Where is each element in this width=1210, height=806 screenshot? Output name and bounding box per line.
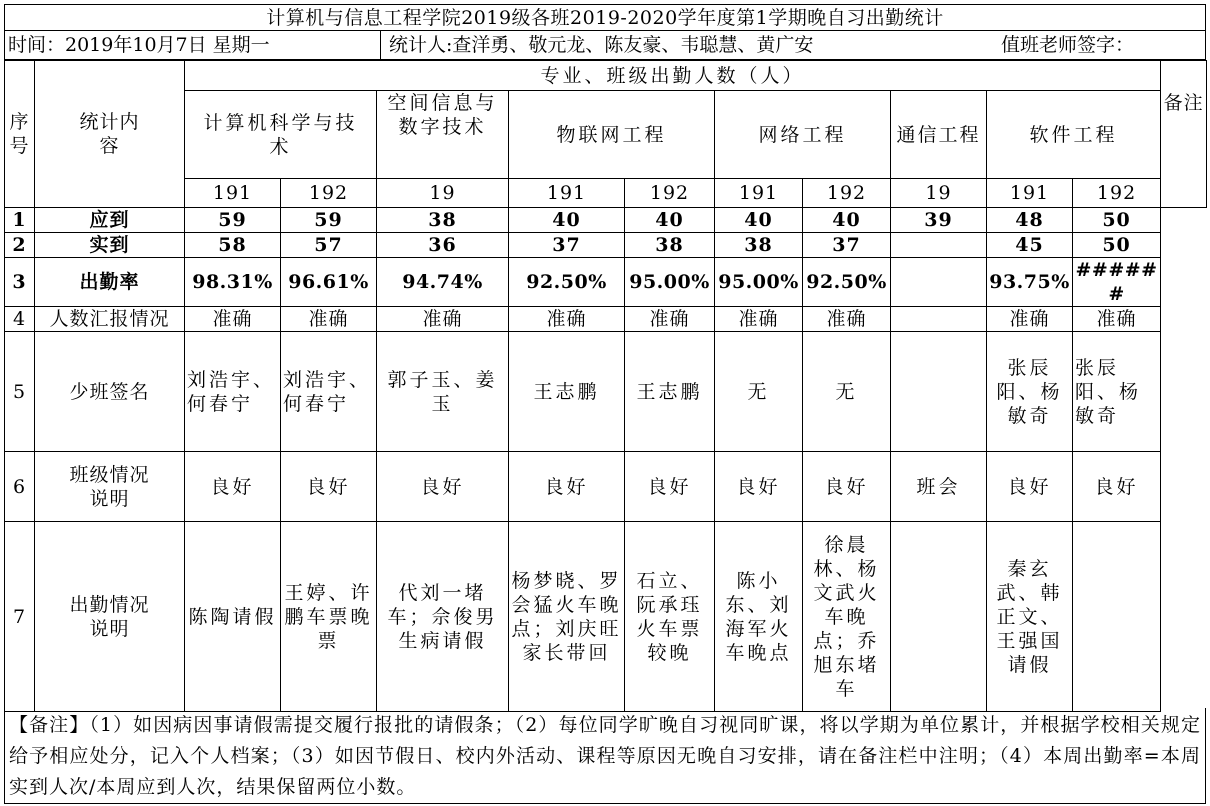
data-cell: 刘浩宇、何春宁 xyxy=(281,332,377,452)
row-seq: 3 xyxy=(5,258,35,307)
data-cell: 37 xyxy=(509,233,625,258)
data-cell: 良好 xyxy=(377,452,509,522)
data-cell: 95.00% xyxy=(625,258,715,307)
data-cell xyxy=(891,307,987,332)
data-cell: 59 xyxy=(281,208,377,233)
data-cell: 刘浩宇、何春宁 xyxy=(185,332,281,452)
major-header: 软件工程 xyxy=(987,91,1161,179)
data-cell: 良好 xyxy=(1073,452,1161,522)
class-header: 191 xyxy=(509,179,625,208)
attendance-table xyxy=(4,60,1207,712)
major-header: 空间信息与数字技术 xyxy=(377,91,509,179)
data-cell: 57 xyxy=(281,233,377,258)
class-header: 19 xyxy=(891,179,987,208)
data-cell: 张辰阳、杨敏奇 xyxy=(1073,332,1161,452)
table-row xyxy=(5,307,1207,332)
data-cell: 92.50% xyxy=(803,258,891,307)
data-cell: 38 xyxy=(625,233,715,258)
major-row xyxy=(5,91,1207,179)
data-cell: 58 xyxy=(185,233,281,258)
major-header: 物联网工程 xyxy=(509,91,715,179)
row-seq: 7 xyxy=(5,522,35,712)
row-seq: 5 xyxy=(5,332,35,452)
row-label: 应到 xyxy=(35,208,185,233)
data-cell xyxy=(1073,522,1161,712)
data-cell: 59 xyxy=(185,208,281,233)
data-cell: 良好 xyxy=(715,452,803,522)
major-header: 计算机科学与技术 xyxy=(185,91,377,179)
data-cell: 准确 xyxy=(1073,307,1161,332)
data-cell: 准确 xyxy=(803,307,891,332)
table-row xyxy=(5,332,1207,452)
data-cell: 无 xyxy=(803,332,891,452)
data-cell: 良好 xyxy=(803,452,891,522)
data-cell: 50 xyxy=(1073,208,1161,233)
data-cell: 准确 xyxy=(377,307,509,332)
row-seq: 2 xyxy=(5,233,35,258)
table-row xyxy=(5,522,1207,712)
data-cell: 95.00% xyxy=(715,258,803,307)
class-header: 192 xyxy=(803,179,891,208)
class-row xyxy=(5,179,1207,208)
info-bar xyxy=(4,31,1206,60)
statistician-info: 统计人:查洋勇、敬元龙、陈友豪、韦聪慧、黄广安 xyxy=(389,34,814,56)
data-cell: 48 xyxy=(987,208,1073,233)
data-cell: 36 xyxy=(377,233,509,258)
data-cell: 郭子玉、姜玉 xyxy=(377,332,509,452)
info-divider xyxy=(380,31,381,59)
data-cell: 40 xyxy=(715,208,803,233)
data-cell: 良好 xyxy=(509,452,625,522)
data-cell: 准确 xyxy=(185,307,281,332)
data-cell: 40 xyxy=(625,208,715,233)
data-cell: 陈小东、刘海军火车晚点 xyxy=(715,522,803,712)
header-seq: 序号 xyxy=(5,61,35,208)
major-header: 通信工程 xyxy=(891,91,987,179)
data-cell: 39 xyxy=(891,208,987,233)
data-cell: 50 xyxy=(1073,233,1161,258)
data-cell: 96.61% xyxy=(281,258,377,307)
sheet-title: 计算机与信息工程学院2019级各班2019-2020学年度第1学期晚自习出勤统计 xyxy=(4,4,1206,31)
class-header: 19 xyxy=(377,179,509,208)
header-content: 统计内容 xyxy=(35,61,185,208)
row-label: 实到 xyxy=(35,233,185,258)
table-row xyxy=(5,452,1207,522)
data-cell: 98.31% xyxy=(185,258,281,307)
row-seq: 4 xyxy=(5,307,35,332)
data-cell: 准确 xyxy=(715,307,803,332)
data-cell: 94.74% xyxy=(377,258,509,307)
data-cell: 陈陶请假 xyxy=(185,522,281,712)
row-label: 出勤情况说明 xyxy=(35,522,185,712)
row-seq: 1 xyxy=(5,208,35,233)
row-seq: 6 xyxy=(5,452,35,522)
data-cell: 93.75% xyxy=(987,258,1073,307)
data-cell: 徐晨林、杨文武火车晚点；乔旭东堵车 xyxy=(803,522,891,712)
data-cell: 良好 xyxy=(625,452,715,522)
data-cell: 38 xyxy=(377,208,509,233)
class-header: 192 xyxy=(1073,179,1161,208)
footer-notes: 【备注】（1）如因病因事请假需提交履行报批的请假条；（2）每位同学旷晚自习视同旷课，将以学期为单位累计，并根据学校相关规定给予相应处分，记入个人档案；（3）如因节假日、校内外活动、课程等原因无晚自习安排，请在备注栏中注明；（4）本周出勤率=本周实到人次/本周应到人次，结果保留两位小数。 xyxy=(4,708,1206,804)
table-body xyxy=(5,208,1207,712)
table-row xyxy=(5,233,1207,258)
data-cell xyxy=(891,522,987,712)
class-header: 192 xyxy=(625,179,715,208)
row-label: 人数汇报情况 xyxy=(35,307,185,332)
data-cell: 王婷、许鹏车票晚票 xyxy=(281,522,377,712)
data-cell: 张辰阳、杨敏奇 xyxy=(987,332,1073,452)
data-cell: 37 xyxy=(803,233,891,258)
data-cell: 王志鹏 xyxy=(509,332,625,452)
data-cell: 40 xyxy=(803,208,891,233)
row-label: 班级情况说明 xyxy=(35,452,185,522)
data-cell: 杨梦晓、罗会猛火车晚点；刘庆旺家长带回 xyxy=(509,522,625,712)
header-remark: 备注 xyxy=(1161,61,1207,208)
data-cell: ###### xyxy=(1073,258,1161,307)
data-cell: 45 xyxy=(987,233,1073,258)
data-cell: 石立、阮承珏火车票较晚 xyxy=(625,522,715,712)
data-cell: 无 xyxy=(715,332,803,452)
class-header: 191 xyxy=(987,179,1073,208)
data-cell: 良好 xyxy=(281,452,377,522)
class-header: 191 xyxy=(185,179,281,208)
major-header: 网络工程 xyxy=(715,91,891,179)
row-label: 少班签名 xyxy=(35,332,185,452)
data-cell: 良好 xyxy=(987,452,1073,522)
data-cell: 40 xyxy=(509,208,625,233)
data-cell: 92.50% xyxy=(509,258,625,307)
data-cell: 良好 xyxy=(185,452,281,522)
header-group: 专业、班级出勤人数（人） xyxy=(185,61,1161,91)
data-cell: 准确 xyxy=(625,307,715,332)
data-cell: 班会 xyxy=(891,452,987,522)
data-cell: 38 xyxy=(715,233,803,258)
row-label: 出勤率 xyxy=(35,258,185,307)
data-cell: 准确 xyxy=(987,307,1073,332)
class-header: 192 xyxy=(281,179,377,208)
data-cell: 秦玄武、韩正文、王强国请假 xyxy=(987,522,1073,712)
table-row xyxy=(5,258,1207,307)
date-info: 时间：2019年10月7日 星期一 xyxy=(8,34,270,56)
data-cell: 准确 xyxy=(281,307,377,332)
data-cell: 准确 xyxy=(509,307,625,332)
class-header: 191 xyxy=(715,179,803,208)
table-row xyxy=(5,208,1207,233)
data-cell: 代刘一堵车；佘俊男生病请假 xyxy=(377,522,509,712)
data-cell xyxy=(891,233,987,258)
data-cell: 王志鹏 xyxy=(625,332,715,452)
teacher-signature-label: 值班老师签字： xyxy=(1001,34,1135,56)
data-cell xyxy=(891,332,987,452)
data-cell xyxy=(891,258,987,307)
